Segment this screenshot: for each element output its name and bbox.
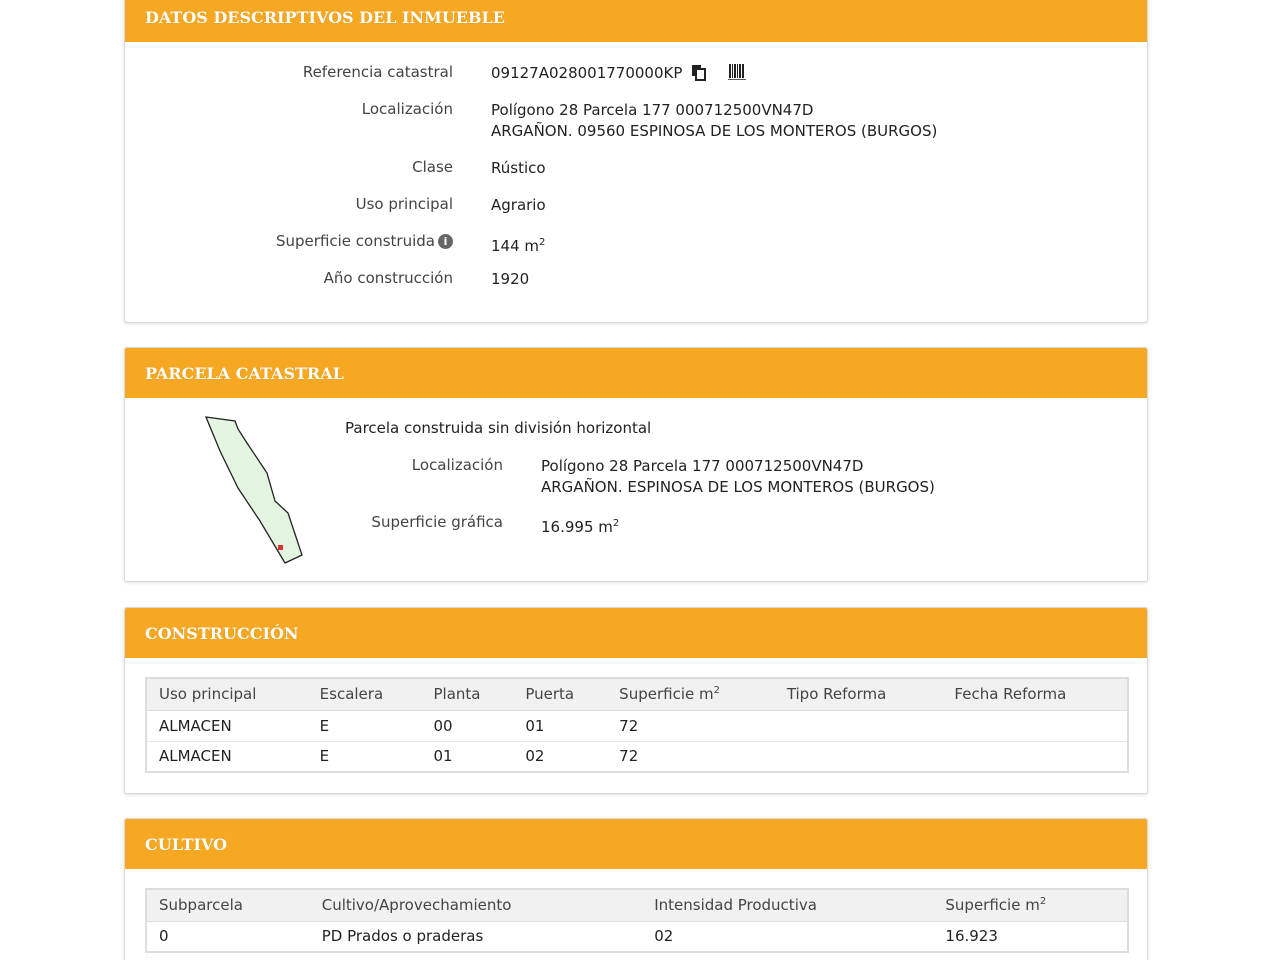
cultivo-panel-title: CULTIVO <box>125 819 1147 869</box>
construccion-table <box>145 677 1129 773</box>
clase-value: Rústico <box>491 159 546 177</box>
parcela-subtitle: Parcela construida sin división horizontal <box>345 419 652 437</box>
uso-value: Agrario <box>491 196 546 214</box>
table-cell: 02 <box>654 927 674 946</box>
parcela-panel-title: PARCELA CATASTRAL <box>125 348 1147 398</box>
table-cell <box>775 710 943 741</box>
sup-construida-label: Superficie construida <box>276 232 435 250</box>
parcela-sup-label: Superficie gráfica <box>371 513 503 531</box>
table-cell: 00 <box>421 710 513 741</box>
parcela-loc-label: Localización <box>411 456 503 474</box>
anio-value: 1920 <box>491 270 530 288</box>
loc-line1: Polígono 28 Parcela 177 000712500VN47D <box>491 101 814 119</box>
column-header: Intensidad Productiva <box>642 889 933 921</box>
ref-value-wrap <box>491 63 746 87</box>
ref-value: 09127A028001770000KP <box>491 64 683 82</box>
table-cell: 72 <box>619 747 639 766</box>
ref-label: Referencia catastral <box>302 63 453 81</box>
anio-label: Año construcción <box>323 269 453 287</box>
column-header: Fecha Reforma <box>942 678 1128 710</box>
table-cell: E <box>319 747 330 766</box>
table-cell: 02 <box>525 747 545 766</box>
table-cell: E <box>308 710 422 741</box>
cultivo-table <box>145 888 1129 953</box>
column-header: Cultivo/Aprovechamiento <box>310 889 642 921</box>
parcela-loc-line1: Polígono 28 Parcela 177 000712500VN47D <box>541 457 864 475</box>
table-header-row <box>146 678 1128 710</box>
cultivo-panel <box>124 818 1148 960</box>
table-cell: ALMACEN <box>146 710 308 741</box>
table-cell: 01 <box>513 710 607 741</box>
table-cell: ALMACEN <box>159 747 232 766</box>
parcela-loc-line2: ARGAÑON. ESPINOSA DE LOS MONTEROS (BURGOS) <box>541 478 935 496</box>
table-cell: 01 <box>433 747 453 766</box>
column-header-superficie: Superficie $m^2$ <box>607 678 775 710</box>
column-header: Puerta <box>513 678 607 710</box>
loc-line2: ARGAÑON. 09560 ESPINOSA DE LOS MONTEROS (BURGOS) <box>491 122 938 140</box>
column-header: Subparcela <box>146 889 310 921</box>
table-header-row <box>146 889 1128 921</box>
table-row <box>146 741 1128 772</box>
uso-label: Uso principal <box>355 195 453 213</box>
construccion-panel <box>124 607 1148 794</box>
table-row <box>146 921 1128 952</box>
table-cell: 0 <box>159 927 169 946</box>
parcela-sup-value: 16.995 m <box>541 518 613 536</box>
loc-value <box>491 100 937 142</box>
table-cell: 16.923 <box>945 927 998 946</box>
loc-label: Localización <box>361 100 453 118</box>
sup-construida-value: 144 m <box>491 237 540 255</box>
table-cell <box>775 741 943 772</box>
table-cell <box>942 710 1128 741</box>
barcode-icon[interactable] <box>728 64 746 87</box>
column-header: Uso principal <box>146 678 308 710</box>
column-header-superficie: Superficie $m^2$ <box>933 889 1128 921</box>
parcela-panel <box>124 347 1148 582</box>
table-row <box>146 710 1128 741</box>
building-marker <box>278 545 283 550</box>
copy-icon[interactable] <box>691 64 707 87</box>
descriptive-panel <box>124 0 1148 323</box>
column-header: Tipo Reforma <box>775 678 943 710</box>
column-header: Planta <box>421 678 513 710</box>
info-icon[interactable]: i <box>438 234 453 249</box>
sup-construida-value-wrap: 144 $m^2$ <box>491 237 546 255</box>
parcela-sup-value-wrap: 16.995 $m^2$ <box>541 518 620 536</box>
clase-label: Clase <box>412 158 453 176</box>
table-cell: 72 <box>607 710 775 741</box>
table-cell <box>942 741 1128 772</box>
descriptive-panel-title: DATOS DESCRIPTIVOS DEL INMUEBLE <box>125 0 1147 42</box>
parcel-map-thumbnail[interactable] <box>200 413 310 568</box>
construccion-panel-title: CONSTRUCCIÓN <box>125 608 1147 658</box>
column-header: Escalera <box>308 678 422 710</box>
parcela-loc-value <box>541 456 935 498</box>
sup-construida-label-wrap <box>276 232 453 250</box>
table-cell: PD Prados o praderas <box>321 927 484 946</box>
